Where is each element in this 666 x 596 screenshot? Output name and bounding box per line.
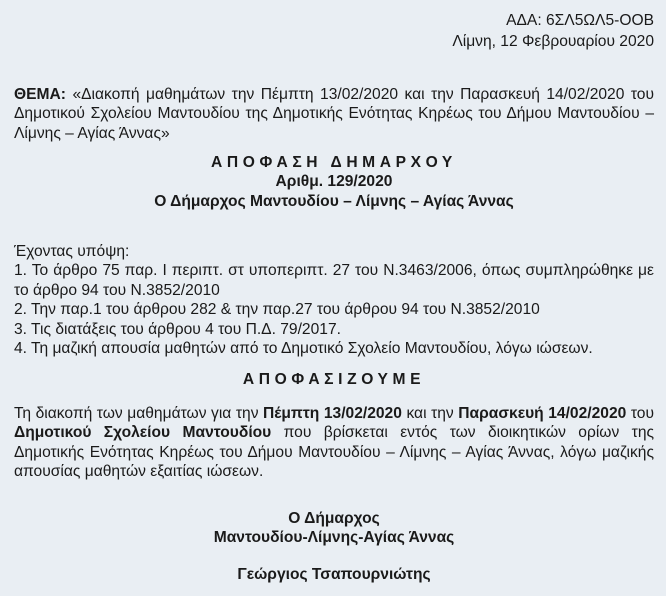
decision-text: που βρίσκεται εντός των διοικητικών ορίων της Δημοτικής Ενότητας Κηρέως του Δήμου Μαντουδίου – Λίμνης – Αγίας Άννας, λόγω μαζικής απουσίας μαθητών εξαιτίας ιώσεων. xyxy=(14,424,655,481)
signature-role: Ο Δήμαρχος xyxy=(288,510,380,527)
subject-label: ΘΕΜΑ: xyxy=(14,86,66,103)
considering-item: 3. Τις διατάξεις του άρθρου 4 του Π.Δ. 79/2017. xyxy=(14,320,341,338)
considering-intro: Έχοντας υπόψη: xyxy=(14,243,130,260)
signature-municipality: Μαντουδίου-Λίμνης-Αγίας Άννας xyxy=(213,529,455,547)
ada-code: ΑΔΑ: 6ΣΛ5ΩΛ5-ΟΟΒ xyxy=(506,12,654,29)
subject-text: «Διακοπή μαθημάτων την Πέμπτη 13/02/2020 και την Παρασκευή 14/02/2020 του Δημοτικού Σχολείου Μαντουδίου της Δημοτικής Ενότητας Κηρέως του Δήμου Μαντουδίου – Λίμνης – Αγίας Άννας» xyxy=(14,86,654,142)
decision-text: Τη διακοπή των μαθημάτων για την xyxy=(14,405,264,422)
considering-section xyxy=(14,242,654,358)
decision-paragraph xyxy=(14,404,654,482)
we-decide-heading: ΑΠΟΦΑΣΙΖΟΥΜΕ xyxy=(242,371,426,388)
decision-text: του xyxy=(626,405,654,422)
decision-text: και την xyxy=(401,405,459,422)
considering-item: 2. Την παρ.1 του άρθρου 282 & την παρ.27 του άρθρου 94 του Ν.3852/2010 xyxy=(14,301,540,319)
decision-date-thursday: Πέμπτη 13/02/2020 xyxy=(263,405,402,422)
signature-name: Γεώργιος Τσαπουρνιώτης xyxy=(237,565,431,583)
place-date: Λίμνη, 12 Φεβρουαρίου 2020 xyxy=(452,32,654,50)
decision-heading: ΑΠΟΦΑΣΗ ΔΗΜΑΡΧΟΥ xyxy=(211,154,457,171)
document-header xyxy=(452,11,654,52)
decision-issuer: Ο Δήμαρχος Μαντουδίου – Λίμνης – Αγίας Άννας xyxy=(154,192,514,210)
decision-number: Αριθμ. 129/2020 xyxy=(275,173,393,191)
subject-paragraph xyxy=(14,85,654,143)
decision-title-block xyxy=(14,153,654,211)
signature-block xyxy=(14,509,654,584)
considering-item: 1. Το άρθρο 75 παρ. Ι περιπτ. στ υποπεριπτ. 27 του Ν.3463/2006, όπως συμπληρώθηκε με το άρθρο 94 του Ν.3852/2010 xyxy=(14,262,654,299)
decision-date-friday: Παρασκευή 14/02/2020 xyxy=(458,405,627,422)
decision-school-name: Δημοτικού Σχολείου Μαντουδίου xyxy=(14,424,272,442)
considering-item: 4. Τη μαζική απουσία μαθητών από το Δημοτικό Σχολείο Μαντουδίου, λόγω ιώσεων. xyxy=(14,340,593,358)
